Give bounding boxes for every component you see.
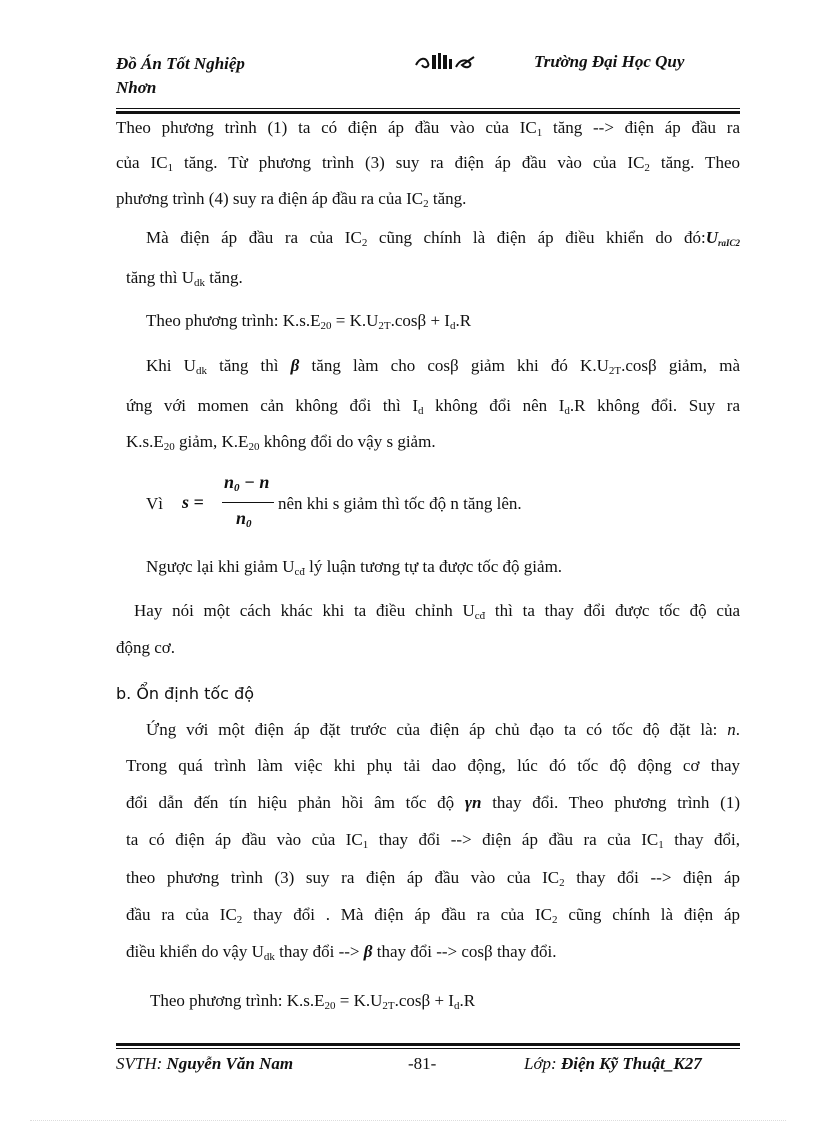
line-7: Khi $U_{dk}$ tăng thì β tăng làm cho cosβ giảm khi đó $K.U_{2T}.\cos\beta$ giảm, mà bbox=[146, 356, 740, 377]
formula-numerator: $n_0 - n$ bbox=[224, 472, 270, 494]
footer-class: Lớp: Điện Kỹ Thuật_K27 bbox=[524, 1054, 702, 1073]
line-3: phương trình (4) suy ra điện áp đầu ra của $IC_2$ tăng. bbox=[116, 189, 467, 210]
line-5: tăng thì $U_{dk}$ tăng. bbox=[126, 268, 243, 289]
header-right: Trường Đại Học Quy bbox=[534, 52, 685, 71]
line-m1: Ứng với một điện áp đặt trước của điện áp chủ đạo ta có tốc độ đặt là: n. bbox=[146, 720, 740, 739]
equation-1: Theo phương trình: $K.s.E_{20} = K.U_{2T}.\cos\beta + I_d.R$ bbox=[146, 311, 472, 332]
line-m4: ta có điện áp đầu vào của $IC_1$ thay đổi --> điện áp đầu ra của $IC_1$ thay đổi, bbox=[126, 830, 740, 851]
formula-denominator: $n_0$ bbox=[236, 508, 252, 530]
line-4: Mà điện áp đầu ra của $IC_2$ cũng chính là điện áp điều khiển do $đó:U_{raIC2}$ bbox=[146, 228, 740, 249]
line-m7: điều khiển do vậy $U_{dk}$ thay đổi --> β thay đổi --> cosβ thay đổi. bbox=[126, 942, 557, 963]
section-heading-b: b. Ổn định tốc độ bbox=[116, 684, 255, 703]
formula-lhs: s = bbox=[182, 492, 204, 512]
line-m5: theo phương trình (3) suy ra điện áp đầu vào của $IC_2$ thay đổi --> điện áp bbox=[126, 868, 740, 889]
header-rule-thin bbox=[116, 108, 740, 109]
footer-page-number: -81- bbox=[408, 1054, 437, 1073]
header-left bbox=[116, 52, 336, 100]
line-m2: Trong quá trình làm việc khi phụ tải dao động, lúc đó tốc độ động cơ thay bbox=[126, 756, 740, 775]
header-title-line2: Nhơn bbox=[116, 78, 157, 97]
line-2: của $IC_1$ tăng. Từ phương trình (3) suy ra điện áp đầu vào của $IC_2$ tăng. Theo bbox=[116, 153, 740, 174]
line-m6: đầu ra của $IC_2$ thay đổi . Mà điện áp đầu ra của $IC_2$ cũng chính là điện áp bbox=[126, 905, 741, 926]
header-title-line1: Đồ Án Tốt Nghiệp bbox=[116, 54, 245, 73]
footer-rule-thick bbox=[116, 1043, 740, 1046]
footer-student: SVTH: Nguyễn Văn Nam bbox=[116, 1054, 294, 1073]
formula-slip bbox=[180, 472, 276, 532]
header-rule-thick bbox=[116, 111, 740, 114]
line-13: động cơ. bbox=[116, 638, 176, 657]
line-1: Theo phương trình (1) ta có điện áp đầu vào của $IC_1$ tăng --> điện áp đầu ra bbox=[116, 118, 741, 139]
equation-2: Theo phương trình: $K.s.E_{20} = K.U_{2T}.\cos\beta + I_d.R$ bbox=[150, 991, 476, 1012]
line-8: ứng với momen cản không đổi thì $I_d$ không đổi nên $I_d.R$ không đổi. Suy ra bbox=[126, 396, 740, 417]
line-10-prefix: Vì bbox=[146, 494, 163, 513]
line-10-text: nên khi s giảm thì tốc độ n tăng lên. bbox=[278, 494, 522, 513]
line-12: Hay nói một cách khác khi ta điều chỉnh $U_{cđ}$ thì ta thay đổi được tốc độ của bbox=[134, 601, 740, 622]
footer-rule-thin bbox=[116, 1048, 740, 1049]
fraction-bar bbox=[222, 502, 274, 503]
line-9: $K.s.E_{20}$ giảm, $K.E_{20}$ không đổi do vậy s giảm. bbox=[126, 432, 436, 453]
line-11: Ngược lại khi giảm $U_{cđ}$ lý luận tương tự ta được tốc độ giảm. bbox=[146, 557, 563, 578]
line-m3: đổi dẫn đến tín hiệu phản hồi âm tốc độ γn thay đổi. Theo phương trình (1) bbox=[126, 793, 740, 812]
page-bottom-edge bbox=[30, 1120, 786, 1121]
header-ornament-icon bbox=[414, 51, 476, 73]
